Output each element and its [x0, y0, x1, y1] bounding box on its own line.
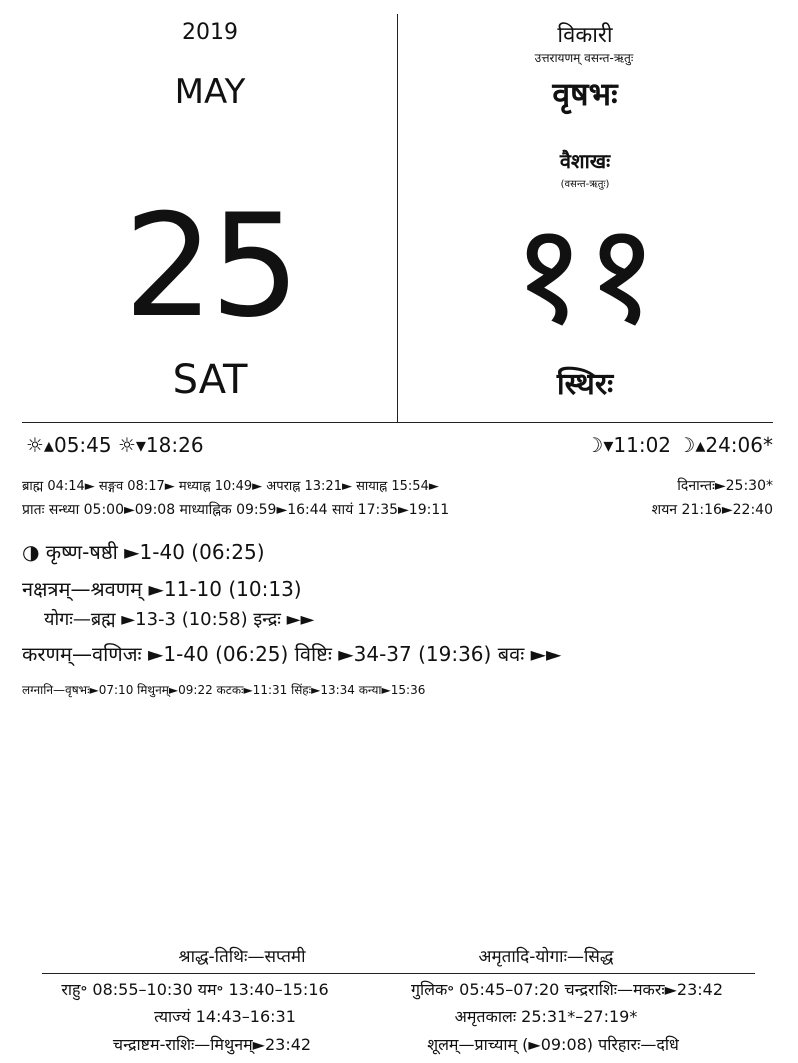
- header-divider: [22, 422, 773, 423]
- gregorian-weekday: SAT: [172, 357, 248, 403]
- amritadi-yoga: अमृतादि-योगाः—सिद्ध: [478, 947, 614, 967]
- tyajyam-time: त्याज्यं 14:43–16:31: [154, 1007, 296, 1026]
- gregorian-year: 2019: [182, 20, 238, 45]
- tithi-line: ◑ कृष्ण-षष्ठी ►1-40 (06:25): [22, 540, 265, 564]
- masa-rtu: (वसन्त-ऋतुः): [560, 179, 610, 190]
- karana-line: करणम्—वणिजः ►1-40 (06:25) विष्टिः ►34-37 (19:36) बवः ►►: [22, 642, 562, 666]
- gregorian-month: MAY: [174, 72, 246, 112]
- nakshatra-line: नक्षत्रम्—श्रवणम् ►11-10 (10:13): [22, 577, 302, 601]
- tithi-number: ११: [512, 193, 658, 356]
- lunar-masa: वैशाखः: [559, 149, 611, 173]
- sandhya-times: प्रातः सन्ध्या 05:00►09:08 माध्याह्निक 09:59►16:44 सायं 17:35►19:11: [22, 502, 450, 518]
- gregorian-day: 25: [123, 184, 297, 349]
- ayana-rtu: उत्तरायणम् वसन्त-ऋतुः: [534, 51, 634, 65]
- day-divisions-line: ब्राह्म 04:14► सङ्गव 08:17► मध्याह्न 10:49► अपराह्न 13:21► सायाह्न 15:54►: [22, 479, 439, 494]
- moon-times: ☽▾11:02 ☽▴24:06*: [585, 433, 773, 457]
- samvatsara: विकारी: [557, 23, 613, 48]
- vertical-divider: [397, 14, 398, 422]
- shayana-time: शयन 21:16►22:40: [651, 502, 773, 518]
- solar-rashi: वृषभः: [552, 75, 618, 113]
- amritakala-time: अमृतकालः 25:31*–27:19*: [454, 1007, 638, 1026]
- chandrashtama-rashi: चन्द्राष्टम-राशिः—मिथुनम्►23:42: [112, 1035, 312, 1054]
- vara: स्थिरः: [556, 367, 614, 402]
- yoga-line: योगः—ब्रह्म ►13-3 (10:58) इन्द्रः ►►: [44, 609, 315, 630]
- gulika-chandra-rashi: गुलिक॰ 05:45–07:20 चन्द्रराशिः—मकरः►23:42: [410, 980, 724, 999]
- lagna-line: लग्नानि—वृषभः►07:10 मिथुनम्►09:22 कटकः►11:31 सिंहः►13:34 कन्या►15:36: [22, 683, 426, 697]
- sun-times: ☼▴05:45 ☼▾18:26: [26, 433, 204, 457]
- rahu-yama-times: राहु॰ 08:55–10:30 यम॰ 13:40–15:16: [61, 980, 329, 999]
- dinanta: दिनान्तः►25:30*: [677, 478, 773, 494]
- shraddha-tithi: श्राद्ध-तिथिः—सप्तमी: [178, 947, 306, 967]
- footer-divider: [42, 973, 755, 974]
- shulam-parihara: शूलम्—प्राच्याम् (►09:08) परिहारः—दधि: [427, 1035, 679, 1054]
